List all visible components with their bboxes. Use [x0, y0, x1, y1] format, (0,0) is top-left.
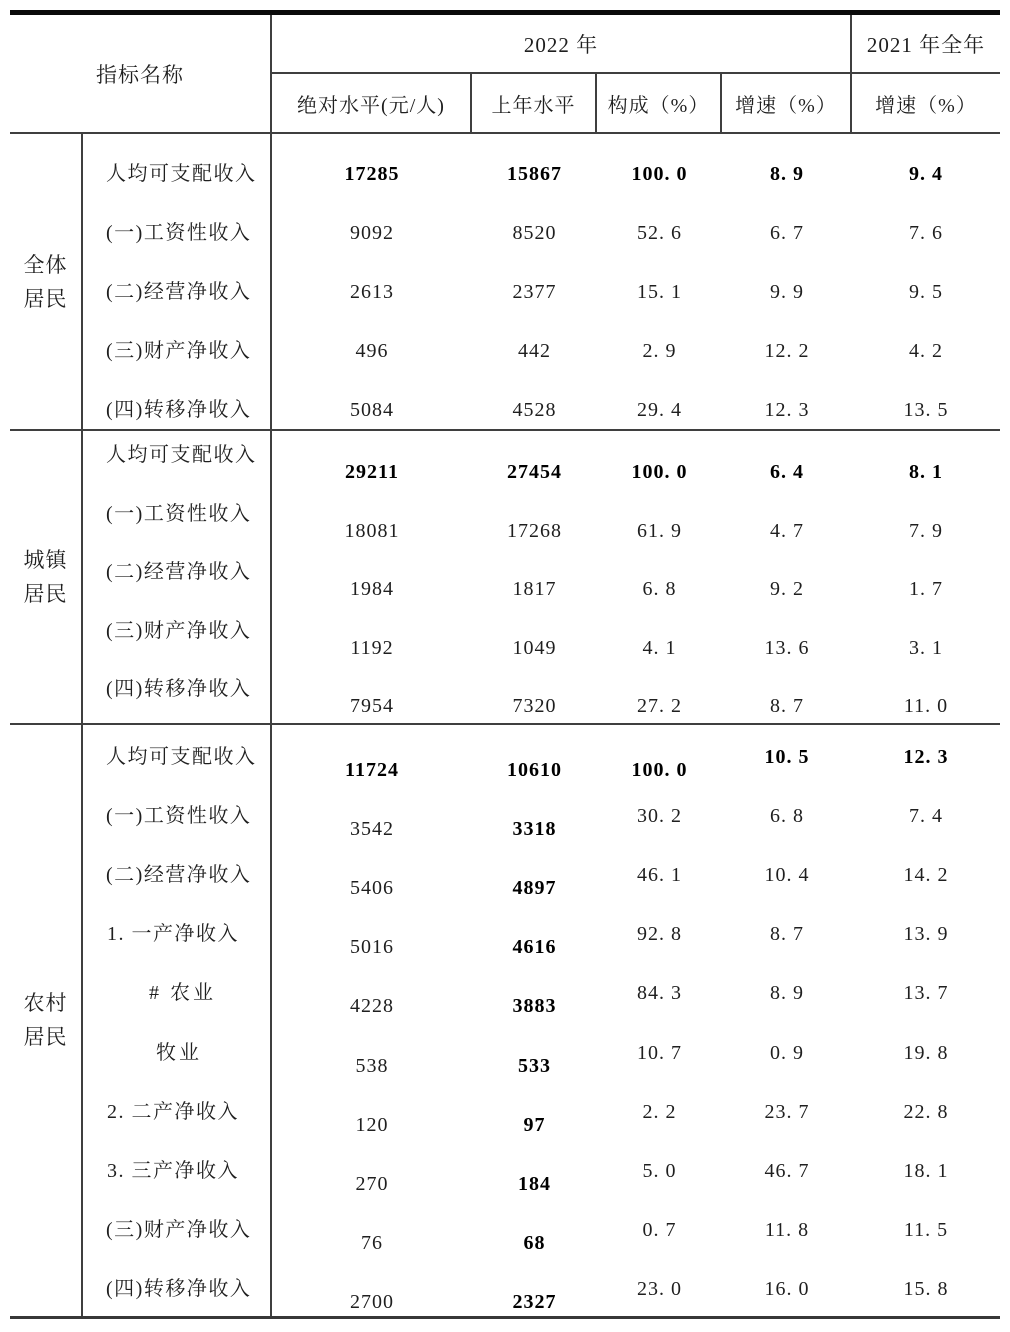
value-cell: 97 [523, 1113, 546, 1136]
value-cell: 3883 [512, 995, 557, 1018]
value-cell: 7320 [512, 694, 557, 717]
value-cell: 538 [355, 1054, 389, 1077]
value-cell: 2377 [512, 281, 557, 303]
value-cell: 4528 [512, 399, 557, 421]
header-2022-group: 2022 年 [272, 15, 852, 74]
section-group-label: 全体居民 [23, 252, 68, 311]
value-cell: 8. 9 [770, 163, 804, 185]
row-indicator-label: 牧业 [83, 1020, 272, 1079]
value-cell: 13. 7 [903, 982, 949, 1005]
table-row [83, 606, 1000, 664]
value-cell: 27. 2 [637, 694, 682, 717]
table-row [83, 1139, 1000, 1198]
value-cell: 8. 7 [770, 923, 804, 946]
value-cell: 76 [361, 1231, 383, 1254]
row-indicator-label: 2. 二产净收入 [83, 1080, 272, 1139]
table-section [10, 725, 1000, 1319]
table-row [83, 902, 1000, 961]
table-row [83, 370, 1000, 429]
value-cell: 29. 4 [637, 399, 682, 421]
table-row [83, 843, 1000, 902]
section-rows [83, 431, 1000, 723]
value-cell: 100. 0 [631, 461, 688, 484]
table-row [83, 489, 1000, 547]
value-cell: 10610 [507, 759, 562, 782]
table-header [10, 15, 1000, 134]
value-cell: 1984 [350, 578, 394, 601]
value-cell: 6. 8 [770, 805, 804, 828]
value-cell: 8. 7 [770, 694, 804, 717]
value-cell: 92. 8 [637, 923, 682, 946]
section-rows [83, 134, 1000, 429]
value-cell: 100. 0 [631, 759, 688, 782]
row-indicator-label: 人均可支配收入 [83, 134, 272, 193]
value-cell: 1192 [350, 636, 394, 659]
value-cell: 12. 2 [764, 340, 810, 362]
value-cell: 46. 1 [637, 864, 682, 887]
value-cell: 10. 5 [764, 746, 810, 769]
value-cell: 19. 8 [903, 1041, 949, 1064]
row-indicator-label: (二)经营净收入 [83, 252, 272, 311]
table-row [83, 1020, 1000, 1079]
value-cell: 9. 4 [909, 163, 943, 185]
value-cell: 3542 [350, 818, 394, 841]
row-indicator-label: (一)工资性收入 [83, 489, 272, 547]
value-cell: 12. 3 [764, 399, 810, 421]
value-cell: 496 [355, 340, 389, 362]
row-indicator-label: (三)财产净收入 [83, 1198, 272, 1257]
value-cell: 15867 [507, 163, 562, 185]
value-cell: 12. 3 [903, 746, 949, 769]
value-cell: 11. 8 [764, 1218, 810, 1241]
value-cell: 2327 [512, 1290, 557, 1313]
value-cell: 4616 [512, 936, 557, 959]
value-cell: 7. 9 [909, 519, 943, 542]
value-cell: 1. 7 [909, 578, 943, 601]
value-cell: 11724 [345, 759, 399, 782]
table-section [10, 134, 1000, 431]
table-row [83, 784, 1000, 843]
table-row [83, 311, 1000, 370]
table-row [83, 193, 1000, 252]
value-cell: 2. 2 [642, 1100, 677, 1123]
value-cell: 14. 2 [903, 864, 949, 887]
value-cell: 7. 4 [909, 805, 943, 828]
value-cell: 23. 7 [764, 1100, 810, 1123]
value-cell: 17285 [344, 163, 400, 185]
header-sub-growth-2022: 增速（%） [722, 74, 852, 132]
value-cell: 533 [518, 1054, 551, 1077]
row-indicator-label: (四)转移净收入 [83, 1257, 272, 1316]
table-row [83, 1198, 1000, 1257]
value-cell: 3318 [512, 818, 557, 841]
value-cell: 52. 6 [637, 222, 682, 244]
value-cell: 15. 8 [903, 1277, 949, 1300]
value-cell: 10. 4 [764, 864, 810, 887]
header-sub-growth-2021: 增速（%） [875, 94, 977, 117]
value-cell: 17268 [507, 519, 562, 542]
value-cell: 5084 [350, 399, 394, 421]
section-group-label: 农村居民 [23, 991, 68, 1050]
value-cell: 8520 [512, 222, 557, 244]
value-cell: 270 [355, 1172, 389, 1195]
value-cell: 15. 1 [637, 281, 682, 303]
value-cell: 2700 [350, 1290, 394, 1313]
value-cell: 9. 9 [770, 281, 804, 303]
value-cell: 5. 0 [642, 1159, 677, 1182]
value-cell: 9092 [350, 222, 394, 244]
section-group-cell [10, 725, 83, 1316]
row-indicator-label: 人均可支配收入 [83, 431, 272, 489]
table-row [83, 431, 1000, 489]
row-indicator-label: (四)转移净收入 [83, 665, 272, 723]
value-cell: 9. 2 [770, 578, 804, 601]
value-cell: 100. 0 [631, 163, 688, 185]
value-cell: 4. 2 [909, 340, 943, 362]
value-cell: 84. 3 [637, 982, 682, 1005]
row-indicator-label: # 农业 [83, 961, 272, 1020]
value-cell: 1049 [512, 636, 557, 659]
value-cell: 2. 9 [642, 340, 677, 362]
header-2021-group: 2021 年全年 [852, 15, 1000, 74]
table-body [10, 134, 1000, 1319]
table-row [83, 665, 1000, 723]
value-cell: 0. 7 [642, 1218, 677, 1241]
value-cell: 18. 1 [903, 1159, 949, 1182]
value-cell: 30. 2 [637, 805, 682, 828]
value-cell: 442 [518, 340, 551, 362]
value-cell: 6. 7 [770, 222, 804, 244]
section-group-cell [10, 134, 83, 429]
row-indicator-label: (四)转移净收入 [83, 370, 272, 429]
row-indicator-label: 1. 一产净收入 [83, 902, 272, 961]
value-cell: 120 [355, 1113, 389, 1136]
row-indicator-label: (二)经营净收入 [83, 843, 272, 902]
table-row [83, 1257, 1000, 1316]
row-indicator-label: (二)经营净收入 [83, 548, 272, 606]
row-indicator-label: 3. 三产净收入 [83, 1139, 272, 1198]
value-cell: 10. 7 [637, 1041, 682, 1064]
value-cell: 18081 [344, 519, 400, 542]
value-cell: 4897 [512, 877, 557, 900]
value-cell: 16. 0 [764, 1277, 810, 1300]
value-cell: 4. 7 [770, 519, 804, 542]
value-cell: 6. 4 [770, 461, 804, 484]
value-cell: 8. 1 [909, 461, 943, 484]
section-group-label: 城镇居民 [23, 547, 68, 606]
table-row [83, 1080, 1000, 1139]
value-cell: 13. 5 [903, 399, 949, 421]
section-group-cell [10, 431, 83, 723]
value-cell: 0. 9 [770, 1041, 804, 1064]
value-cell: 7954 [350, 694, 394, 717]
value-cell: 1817 [512, 578, 557, 601]
value-cell: 11. 5 [903, 1218, 949, 1241]
value-cell: 5406 [350, 877, 394, 900]
value-cell: 27454 [507, 461, 562, 484]
value-cell: 68 [523, 1231, 546, 1254]
value-cell: 11. 0 [903, 694, 949, 717]
table-row [83, 548, 1000, 606]
value-cell: 7. 6 [909, 222, 943, 244]
header-sub-previous-year-level: 上年水平 [472, 74, 597, 132]
value-cell: 6. 8 [642, 578, 677, 601]
value-cell: 9. 5 [909, 281, 943, 303]
value-cell: 23. 0 [637, 1277, 682, 1300]
row-indicator-label: (一)工资性收入 [83, 193, 272, 252]
table-row [83, 252, 1000, 311]
table-row [83, 725, 1000, 784]
value-cell: 184 [518, 1172, 551, 1195]
table-row [83, 961, 1000, 1020]
value-cell: 5016 [350, 936, 394, 959]
value-cell: 22. 8 [903, 1100, 949, 1123]
value-cell: 13. 9 [903, 923, 949, 946]
row-indicator-label: (一)工资性收入 [83, 784, 272, 843]
value-cell: 2613 [350, 281, 394, 303]
row-indicator-label: (三)财产净收入 [83, 606, 272, 664]
value-cell: 13. 6 [764, 636, 810, 659]
value-cell: 61. 9 [637, 519, 682, 542]
row-indicator-label: 人均可支配收入 [83, 725, 272, 784]
section-rows [83, 725, 1000, 1316]
value-cell: 46. 7 [764, 1159, 810, 1182]
row-indicator-label: (三)财产净收入 [83, 311, 272, 370]
value-cell: 3. 1 [909, 636, 943, 659]
table-row [83, 134, 1000, 193]
header-sub-composition: 构成（%） [597, 74, 722, 132]
table-section [10, 431, 1000, 725]
income-indicators-table [10, 10, 1000, 1319]
header-sub-absolute-level: 绝对水平(元/人) [272, 74, 472, 132]
value-cell: 29211 [345, 461, 399, 484]
value-cell: 8. 9 [770, 982, 804, 1005]
value-cell: 4228 [350, 995, 394, 1018]
header-indicator-name: 指标名称 [10, 15, 272, 132]
value-cell: 4. 1 [642, 636, 677, 659]
